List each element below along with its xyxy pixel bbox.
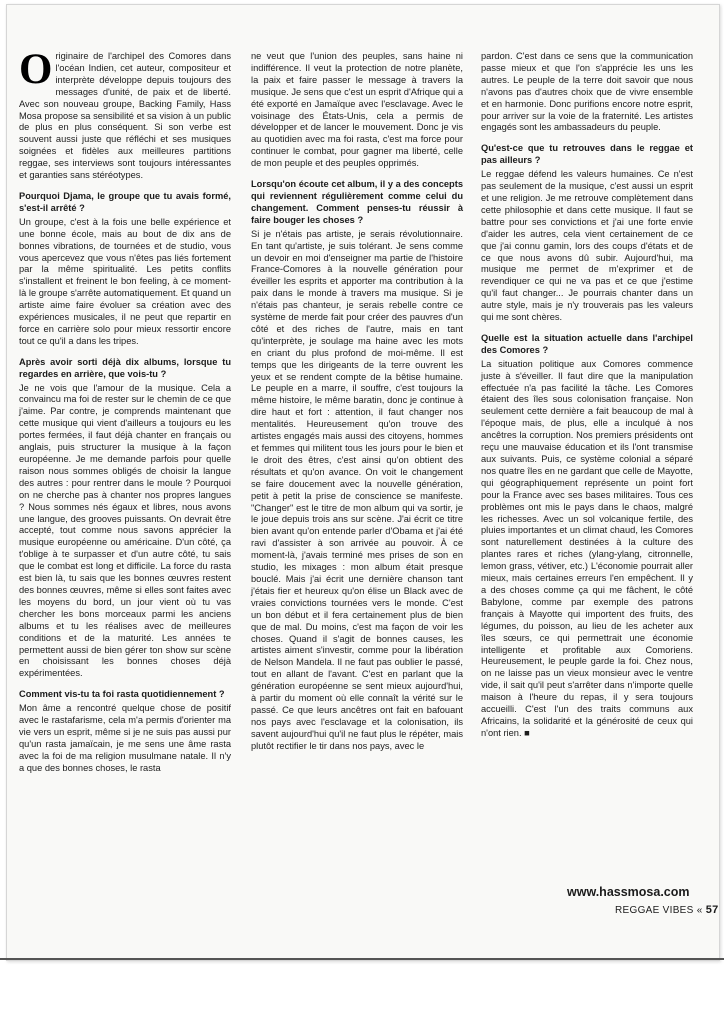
answer-3-part-2: ne veut que l'union des peuples, sans haine ni indifférence. Il veut la protection de notre planète, la paix et faire passer le message à travers la musique. Je sens que c'est un esprit d'Afrique qui a été exporté en Jamaïque avec l'esclavage. Avec le voisinage des États-Unis, cela a permis de développer et de lancer le mouvement. Donc je vis au quotidien avec ma foi rasta, c'est ma force pour continuer le combat, pour gagner ma liberté, celle de mon peuple et des peuples opprimés. [251, 51, 463, 169]
drop-cap: O [19, 46, 53, 93]
question-6: Quelle est la situation actuelle dans l'archipel des Comores ? [481, 332, 693, 355]
answer-4-part-1: Si je n'étais pas artiste, je serais révolutionnaire. En tant qu'artiste, je suis tolérant. Je sens comme un devoir en moi d'enseigner ma partie de l'histoire France-Comores à la nouvelle génération pour éveiller les esprits et apporter ma contribution à la paix dans le monde à travers ma musique. Si je n'étais pas chanteur, je serais rebelle contre ce système de merde fait pour créer des pauvres d'un côté et des riches de l'autre, mais en tant qu'interprète, je soulage ma haine avec les mots en criant du plus profond de moi-même. Il est temps que les dirigeants de la terre ouvrent les yeux et se rendent compte de la bêtise humaine. Le peuple en a marre, il souffre, c'est toujours la même histoire, le même baratin, donc je continue à dire haut et fort : attention, il faut changer nos mentalités. Heureusement qu'on trouve des artistes engagés mais aussi des citoyens, hommes et femmes qui militent tous les jours pour le bien et le droit des êtres, c'est ainsi qu'on obtient des résultats et qu'on avance. On voit le changement se faire doucement avec la nouvelle génération, petit à petit la prise de conscience se manifeste. "Changer" est le titre de mon album qui va sortir, je le joue depuis trois ans sur scène. J'ai écrit ce titre bien avant qu'on entende parler d'Obama et j'ai été ravi d'assister à son arrivée au pouvoir. À ce moment-là, j'avais terminé mes prises de son en studio, les mixages : mon album était presque bouclé. Mais j'ai écrit une dernière chanson tant j'étais fier et heureux qu'on élise un Black avec de vraies convictions tournées vers le monde. C'est un bon début et il fera certainement plus de bien que de mal. Du moins, c'est ma façon de voir les choses. Quand il s'agit de bonnes causes, les artistes aiment s'investir, comme pour la libération de Nelson Mandela. Il ne faut pas oublier le passé, tout en allant de l'avant. C'est en parlant que la génération européenne se sent mieux aujourd'hui, à partir du moment où elle connaît la vérité sur le passé. Ce que leurs ancêtres ont fait en bafouant nos pays avec l'esclavage et la colonisation, ils savent aujourd'hui qu'il ne faut plus le répéter, mais plutôt rectifier le tir dans nos pays, avec le [251, 228, 463, 751]
magazine-page [6, 4, 720, 961]
column-1 [19, 46, 231, 784]
answer-6: La situation politique aux Comores commence juste à s'éveiller. Il faut dire que la manipulation effectuée n'a pas facilité la tâche. Les Comores étaient des îles sous colonisation française. Non seulement cette dernière a fait beaucoup de mal à l'époque mais, de plus, elle a inculqué à nos ancêtres la corruption. Nos premiers présidents ont reçu une mauvaise éducation et ils l'ont transmise aux suivants. Puis, ce système colonial a séparé nos quatre îles en ne gardant que celle de Mayotte, qui géographiquement représente un point fort pour la France avec ses bases militaires. Tous ces problèmes ont mis le pays dans le chaos, malgré les richesses. Avec un sol volcanique fertile, des pluies importantes et un climat chaud, les Comores sont naturellement destinées à la culture des plantes rares et riches (ylang-ylang, citronnelle, lemon grass, vétiver, etc.) L'économie pourrait aller mieux, mais certaines erreurs l'en empêchent. Il y a des choses comme ça qui me fâchent, le côté Babylone, comme par exemple des patrons français à Mayotte qui importent des fruits, des légumes, du poisson, au lieu de les acheter aux îles sœurs, ce qui permettrait une économie intelligente et profitable aux Comoriens. Heureusement, le peuple garde la foi. Chez nous, on ne laisse pas un vieux monsieur avec le ventre vide, il sait qu'il peut s'arrêter dans n'importe quelle maison à l'heure du repas, il y sera toujours accueilli. C'est l'un des traits communs aux Africains, la solidarité et la générosité de ceux qui n'ont rien. ■ [481, 358, 693, 738]
footer-separator: « [696, 905, 703, 916]
intro-paragraph [19, 46, 231, 182]
question-3: Comment vis-tu ta foi rasta quotidiennement ? [19, 689, 225, 700]
answer-2: Je ne vois que l'amour de la musique. Cela a convaincu ma foi de rester sur le chemin de ce que j'aime. Par contre, je comprends maintenant que cette musique qui vient d'ailleurs a toujours eu les portes fermées, il faut déjà chanter en français ou anglais, puis structurer la musique à la façon européenne. Je me demande parfois pour quelle raison nous sommes obligés de choisir la langue des autres : pour rentrer dans le moule ? Pourquoi on ne cherche pas à chanter nos propres langues ? Nous sommes nés égaux et libres, nous avons une langue, des grooves puissants. On devrait être accepté, tout comme nous savons apprécier la musique européenne ou américaine. D'un côté, ça t'oblige à te surpasser et d'un autre côté, tu sais que le combat est long et difficile. La force du rasta est bien là, tu sais que les bonnes œuvres restent des bonnes œuvres, même si elles sont faites avec les moyens du bord, un jour vient où tu vas chercher les bons morceaux parmi les anciens albums et tu les réalises avec de meilleures conditions et de la maturité. Les années te permettent aussi de bien gérer ton show sur scène en choisissant les bonnes choses déjà expérimentées. [19, 382, 231, 679]
answer-5: Le reggae défend les valeurs humaines. Ce n'est pas seulement de la musique, c'est aussi un esprit et une religion. Je me retrouve complètement dans cette philosophie et dans cette musique. Il faut se battre pour ses convictions et j'ai une forte envie d'aider les autres, cela vient certainement de ce que j'ai connu gamin, lors des coups d'états et de ce que nous avons dû subir. Aujourd'hui, ma musique me permet de m'exprimer et de revendiquer ce qui ne va pas et ce que j'estime qu'il faut changer... Je pourrais chanter dans un autre style, mais je n'y trouverais pas les valeurs qui me sont chères. [481, 169, 693, 323]
website-link[interactable]: www.hassmosa.com [567, 885, 690, 899]
question-4: Lorsqu'on écoute cet album, il y a des concepts qui reviennent régulièrement comme celui du changement. Comment penses-tu réussir à faire bouger les choses ? [251, 179, 463, 225]
intro-text: riginaire de l'archipel des Comores dans l'océan Indien, cet auteur, compositeur et interprète développe depuis toujours des messages d'unité, de paix et de liberté. Avec son nouveau groupe, Backing Family, Hass Mosa propose sa sensibilité et sa vision à un public de plus en plus conséquent. Si son verbe est souvent aussi juste que réfléchi et ses musiques soignées et fidèles aux meilleures partitions reggae, ses interviews sont toujours intéressantes et garanties sans stéréotypes. [19, 51, 231, 181]
question-2: Après avoir sorti déjà dix albums, lorsque tu regardes en arrière, que vois-tu ? [19, 356, 231, 379]
question-1: Pourquoi Djama, le groupe que tu avais formé, s'est-il arrêté ? [19, 190, 231, 213]
magazine-name: REGGAE VIBES [615, 905, 694, 916]
answer-3-part-1: Mon âme a rencontré quelque chose de positif avec le rastafarisme, cela m'a permis d'orienter ma vie vers un esprit, même si je ne suis pas aussi pur qu'un rasta jamaïcain, je me sens une âme rasta avec la foi de ma religion musulmane natale. Il n'y a que des bonnes choses, le rasta [19, 703, 231, 773]
answer-4-part-2: pardon. C'est dans ce sens que la communication passe mieux et que l'on s'apprécie les uns les autres. Le peuple de la terre doit savoir que nous n'avons pas d'autres choix que de vivre ensemble et en harmonie. Donc purifions encore notre esprit, pour arriver sur la voie de la fraternité. Les artistes engagés sont les ambassadeurs du peuple. [481, 51, 693, 133]
column-2 [251, 51, 463, 762]
scan-edge-line [0, 958, 724, 960]
question-5: Qu'est-ce que tu retrouves dans le reggae et pas ailleurs ? [481, 143, 693, 166]
answer-1: Un groupe, c'est à la fois une belle expérience et une bonne école, mais au bout de dix ans de bonnes vibrations, de tournées et de studio, vous vous apercevez que vous n'êtes pas liés fortement par la même spiritualité. Les petits conflits s'installent et freinent le bon feeling, à ce moment-là le groupe s'arrête automatiquement. Et quand un artiste aime faire évoluer sa création avec des expériences musicales, il ne peut que repartir en force en carrière solo pour mieux ressortir encore tout ce qu'il a dans les tripes. [19, 216, 231, 346]
page-footer [615, 904, 719, 916]
column-3 [481, 51, 693, 749]
page-number: 57 [705, 904, 719, 916]
